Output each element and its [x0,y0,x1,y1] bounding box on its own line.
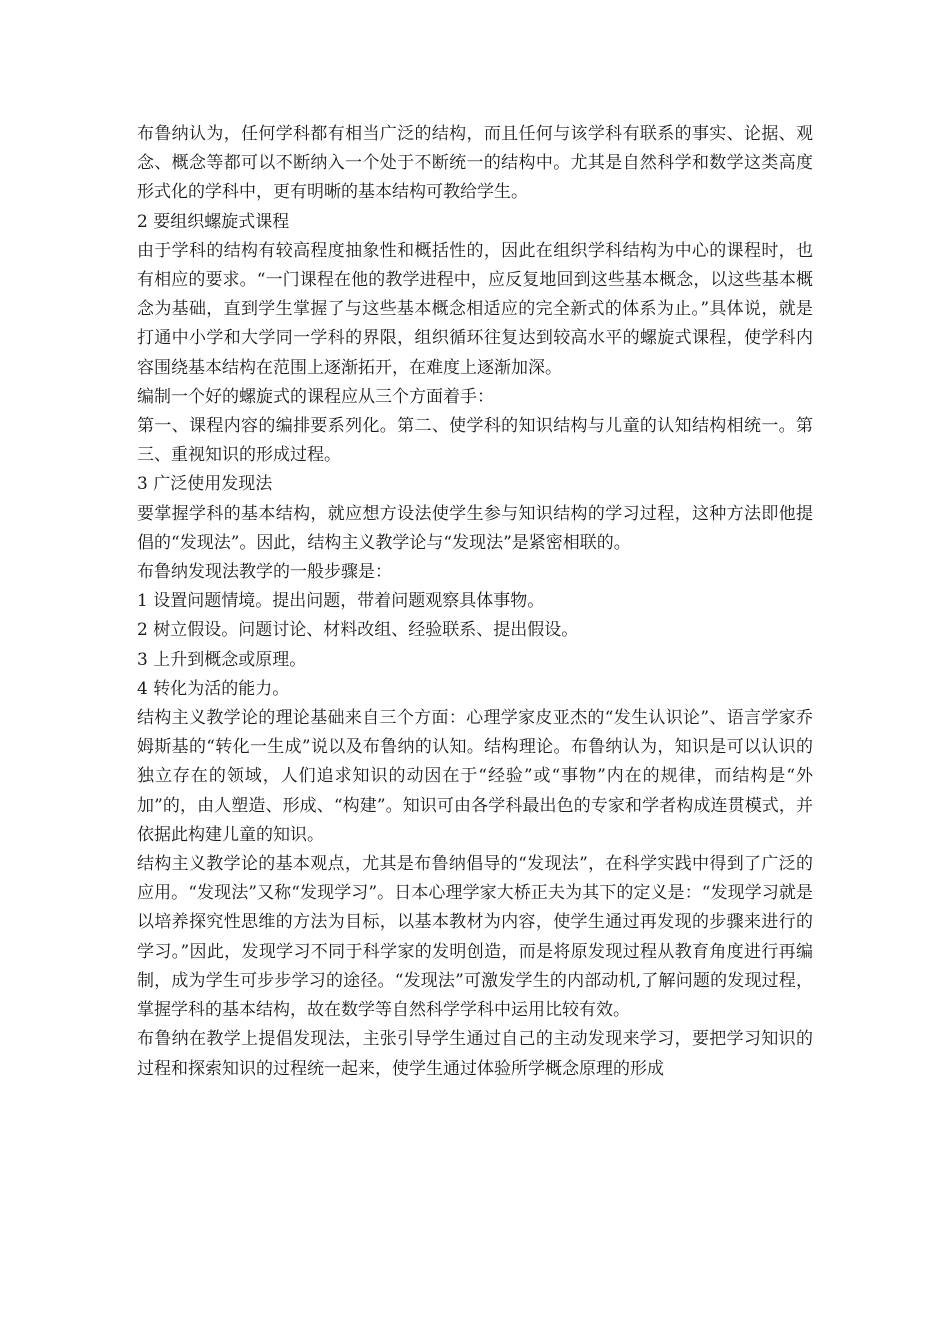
heading-spiral-curriculum: 2 要组织螺旋式课程 [137,211,290,232]
paragraph-5: 要掌握学科的基本结构，就应想方设法使学生参与知识结构的学习过程，这种方法即他提倡的“发现法”。因此，结构主义教学论与“发现法”是紧密相联的。 [137,503,813,553]
paragraph-3: 编制一个好的螺旋式的课程应从三个方面着手： [137,386,494,407]
list-item-step-4: 4 转化为活的能力。 [137,678,290,699]
paragraph-6: 布鲁纳发现法教学的一般步骤是： [137,562,392,583]
paragraph-4: 第一、课程内容的编排要系列化。第二、使学科的知识结构与儿童的认知结构相统一。第三、重视知识的形成过程。 [137,416,813,466]
heading-discovery-method: 3 广泛使用发现法 [137,474,273,495]
list-item-step-1: 1 设置问题情境。提出问题，带着问题观察具体事物。 [137,591,545,612]
paragraph-9: 布鲁纳在教学上提倡发现法，主张引导学生通过自己的主动发现来学习，要把学习知识的过程和探索知识的过程统一起来，使学生通过体验所学概念原理的形成 [137,1029,813,1079]
body-text [137,120,813,1084]
paragraph-7: 结构主义教学论的理论基础来自三个方面：心理学家皮亚杰的“发生认识论”、语言学家乔姆斯基的“转化一生成”说以及布鲁纳的认知。结构理论。布鲁纳认为，知识是可以认识的独立存在的领域，人们追求知识的动因在于“经验”或“事物”内在的规律，而结构是“外加”的，由人塑造、形成、“构建”。知识可由各学科最出色的专家和学者构成连贯模式，并依据此构建儿童的知识。 [137,708,813,845]
list-item-step-3: 3 上升到概念或原理。 [137,649,307,670]
paragraph-1: 布鲁纳认为，任何学科都有相当广泛的结构，而且任何与该学科有联系的事实、论据、观念、概念等都可以不断纳入一个处于不断统一的结构中。尤其是自然科学和数学这类高度形式化的学科中，更有明晰的基本结构可教给学生。 [137,124,813,203]
paragraph-8: 结构主义教学论的基本观点，尤其是布鲁纳倡导的“发现法”，在科学实践中得到了广泛的应用。“发现法”又称“发现学习”。日本心理学家大桥正夫为其下的定义是：“发现学习就是以培养探究性思维的方法为目标，以基本教材为内容，使学生通过再发现的步骤来进行的学习。”因此，发现学习不同于科学家的发明创造，而是将原发现过程从教育角度进行再编制，成为学生可步步学习的途径。“发现法”可激发学生的内部动机,了解问题的发现过程，掌握学科的基本结构，故在数学等自然科学学科中运用比较有效。 [137,854,813,1021]
list-item-step-2: 2 树立假设。问题讨论、材料改组、经验联系、提出假设。 [137,620,579,641]
paragraph-2: 由于学科的结构有较高程度抽象性和概括性的，因此在组织学科结构为中心的课程时，也有相应的要求。“一门课程在他的教学进程中，应反复地回到这些基本概念，以这些基本概念为基础，直到学生掌握了与这些基本概念相适应的完全新式的体系为止。”具体说，就是打通中小学和大学同一学科的界限，组织循环往复达到较高水平的螺旋式课程，使学科内容围绕基本结构在范围上逐渐拓开，在难度上逐渐加深。 [137,240,813,378]
